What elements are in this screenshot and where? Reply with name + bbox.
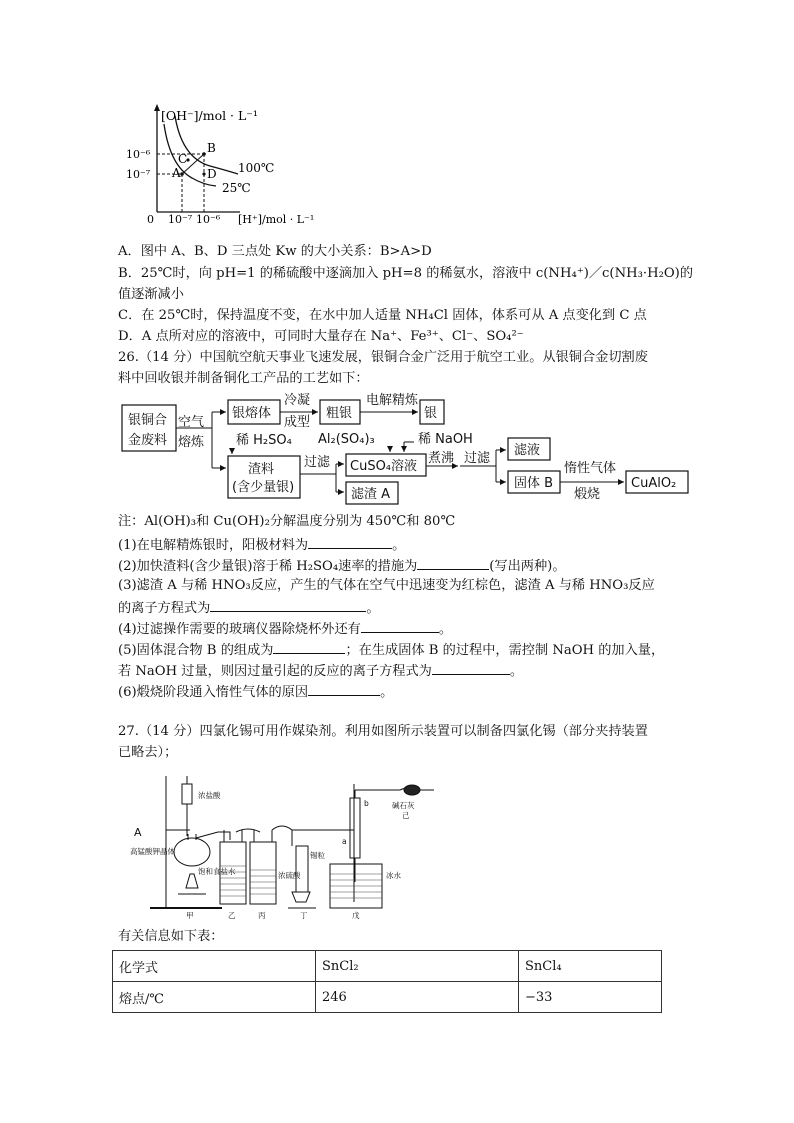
x-tick: 10⁻⁶ [196, 213, 221, 225]
period: 。 [438, 622, 453, 637]
b-port-label: b [364, 799, 369, 808]
table-row [113, 951, 662, 982]
point-label: D [207, 167, 217, 181]
feed-label: 银铜合 [128, 413, 168, 428]
period: 。 [380, 685, 394, 700]
q26-sub3: (3)滤渣 A 与稀 HNO₃反应，产生的气体在空气中迅速变为红棕色，滤渣 A 与稀 HNO₃反应 [118, 578, 655, 593]
feed-label: 金废料 [128, 433, 168, 448]
cool-label: 冷凝 [284, 393, 311, 408]
ag-label: 银 [424, 406, 438, 421]
option-c: C．在 25℃时，保持温度不变，在水中加人适量 NH₄Cl 固体，体系可从 A 点变化到 C 点 [118, 308, 647, 323]
q26-intro: 26.（14 分）中国航空航天事业飞速发展，银铜合金广泛用于航空工业。从银铜合金切割废 [118, 350, 648, 365]
point-label: B [207, 141, 216, 155]
table-cell: 熔点/℃ [113, 982, 316, 1013]
curve-label: 25℃ [222, 181, 251, 195]
q26-sub2 [118, 556, 566, 576]
shape-label: 成型 [284, 415, 311, 430]
y-axis-label: [OH⁻]/mol · L⁻¹ [161, 108, 258, 123]
table-cell: 化学式 [113, 951, 316, 982]
al2so4-label: Al₂(SO₄)₃ [318, 432, 375, 447]
info-table [112, 950, 662, 1013]
slag-label-note: (含少量银) [232, 480, 295, 495]
inert-gas-label: 惰性气体 [564, 461, 617, 476]
q26-intro-continued: 料中回收银并制备铜化工产品的工艺如下： [118, 371, 369, 386]
period: 。 [392, 538, 406, 553]
option-a: A．图中 A、B、D 三点处 Kw 的大小关系：B>A>D [118, 244, 432, 259]
answer-blank[interactable] [273, 640, 345, 654]
period: 。 [366, 601, 380, 616]
kmno4-label: 高锰酸钾晶体 [130, 847, 175, 856]
process-flow-diagram [118, 392, 698, 508]
q26-sub5-text-c: 若 NaOH 过量，则因过量引起的反应的离子方程式为 [118, 664, 432, 679]
q26-sub6 [118, 682, 393, 702]
air-label: 空气 [178, 415, 205, 430]
x-tick: 10⁻⁷ [168, 213, 193, 225]
x-tick: 0 [147, 213, 154, 225]
q26-sub5 [118, 640, 664, 660]
conc-h2so4-label: 浓硫酸 [278, 871, 301, 880]
cuso4-label: CuSO₄溶液 [350, 459, 418, 474]
q26-sub1 [118, 535, 405, 555]
option-b: B．25℃时，向 pH=1 的稀硫酸中逐滴加入 pH=8 的稀氨水，溶液中 c(NH₄⁺)／c(NH₃·H₂O)的 [118, 266, 694, 281]
q26-sub5-text-b: ；在生成固体 B 的过程中，需控制 NaOH 的加入量， [345, 643, 665, 658]
a-port-label: a [342, 837, 347, 846]
apparatus-diagram [130, 770, 450, 920]
slag-label: 渣料 [248, 462, 275, 477]
period: 。 [509, 664, 524, 679]
filter1-label: 过滤 [304, 455, 331, 470]
electro-label: 电解精炼 [366, 393, 419, 408]
table-cell: SnCl₂ [316, 951, 519, 982]
residue-a-label: 滤渣 A [351, 487, 391, 502]
vessel-label: 丙 [258, 911, 266, 920]
curve-label: 100℃ [238, 161, 275, 175]
q26-sub3-continued [118, 598, 380, 618]
filtrate-label: 滤液 [514, 443, 541, 458]
vessel-label: 丁 [300, 911, 308, 920]
q26-sub2-note: (写出两种)。 [489, 559, 566, 574]
calcine-label: 煅烧 [574, 487, 601, 502]
vessel-label: 甲 [186, 911, 194, 920]
q26-sub1-text: (1)在电解精炼银时，阳极材料为 [118, 538, 309, 553]
answer-blank[interactable] [417, 556, 489, 570]
answer-blank[interactable] [210, 598, 366, 612]
vessel-label: 戊 [352, 911, 360, 920]
point-label: C [178, 152, 188, 166]
solid-b-label: 固体 B [514, 476, 554, 491]
kw-graph [120, 100, 340, 225]
q26-sub5-text: (5)固体混合物 B 的组成为 [118, 643, 274, 658]
answer-blank[interactable] [308, 682, 380, 696]
boil-label: 煮沸 [428, 451, 455, 466]
product-label: CuAlO₂ [631, 476, 677, 491]
answer-blank[interactable] [361, 619, 439, 633]
smelt-label: 熔炼 [178, 435, 205, 450]
answer-blank[interactable] [432, 661, 510, 675]
q27-intro-continued: 已略去）； [118, 745, 178, 760]
soda-lime-label: 碱石灰 [392, 801, 415, 810]
y-tick: 10⁻⁶ [126, 148, 151, 161]
point-label: A [172, 166, 181, 180]
q26-sub3-text: 的离子方程式为 [118, 601, 211, 616]
naoh-label: 稀 NaOH [418, 432, 473, 447]
tin-label: 锡粒 [310, 851, 325, 860]
q26-sub6-text: (6)煅烧阶段通入惰性气体的原因 [118, 685, 309, 700]
a-label: A [134, 826, 142, 839]
option-d: D．A 点所对应的溶液中，可同时大量存在 Na⁺、Fe³⁺、Cl⁻、SO₄²⁻ [118, 329, 524, 344]
option-b-continued: 值逐渐减小 [118, 287, 184, 302]
ag-melt-label: 银熔体 [232, 406, 272, 421]
filter2-label: 过滤 [464, 451, 491, 466]
conc-hcl-label: 浓盐酸 [198, 791, 221, 800]
dilute-h2so4-label: 稀 H₂SO₄ [236, 433, 292, 448]
ice-water-label: 冰水 [386, 871, 401, 880]
q27-intro: 27.（14 分）四氯化锡可用作媒染剂。利用如图所示装置可以制备四氯化锡（部分夹持装置 [118, 724, 648, 739]
table-cell: SnCl₄ [519, 951, 662, 982]
table-cell: −33 [519, 982, 662, 1013]
q26-note: 注：Al(OH)₃和 Cu(OH)₂分解温度分别为 450℃和 80℃ [118, 514, 456, 529]
q26-sub4 [118, 619, 452, 639]
y-tick: 10⁻⁷ [126, 168, 151, 181]
answer-blank[interactable] [308, 535, 392, 549]
table-row [113, 982, 662, 1013]
vessel-label: 乙 [228, 911, 236, 920]
ji-label: 己 [402, 811, 410, 820]
sat-salt-label: 饱和食盐水 [198, 867, 236, 876]
q26-sub5-continued [118, 661, 523, 681]
table-caption: 有关信息如下表： [118, 929, 224, 944]
x-axis-label: [H⁺]/mol · L⁻¹ [238, 213, 315, 225]
q26-sub2-text: (2)加快渣料(含少量银)溶于稀 H₂SO₄速率的措施为 [118, 559, 418, 574]
q26-sub4-text: (4)过滤操作需要的玻璃仪器除烧杯外还有 [118, 622, 361, 637]
crude-ag-label: 粗银 [326, 406, 353, 421]
table-cell: 246 [316, 982, 519, 1013]
